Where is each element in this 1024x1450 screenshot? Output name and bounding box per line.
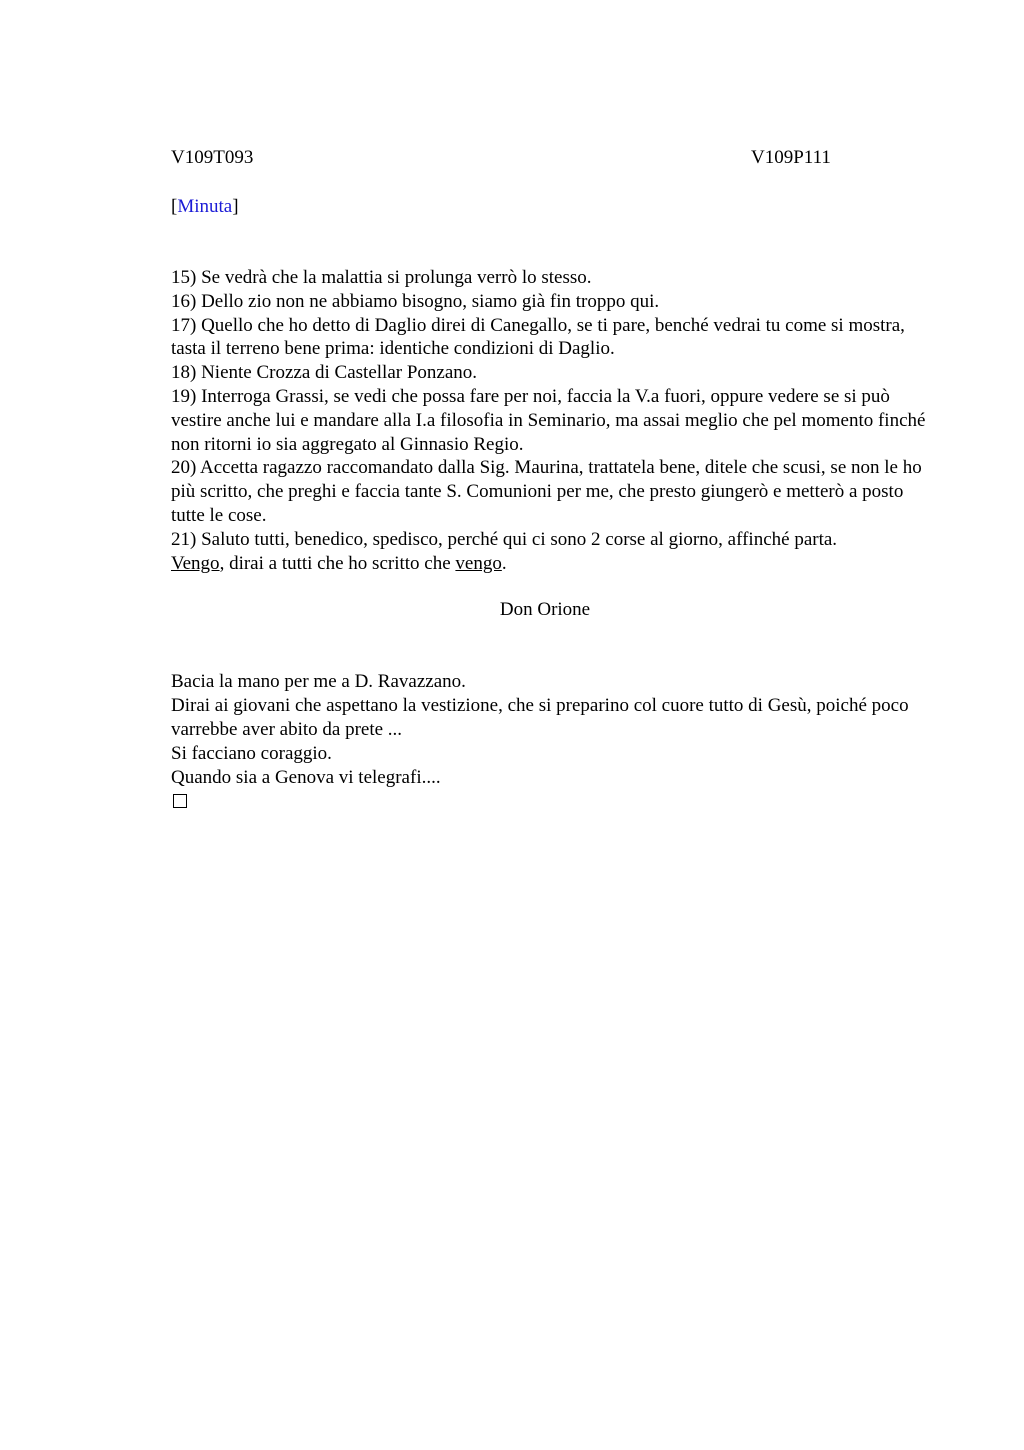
item-18: 18) Niente Crozza di Castellar Ponzano. bbox=[171, 362, 478, 384]
empty-square-icon bbox=[173, 794, 187, 808]
postscript-line-4: Quando sia a Genova vi telegrafi.... bbox=[171, 766, 441, 788]
minuta-bracket-open: [ bbox=[171, 196, 178, 217]
postscript bbox=[171, 670, 931, 808]
minuta-line bbox=[171, 195, 931, 219]
document-code-left: V109T093 bbox=[171, 147, 254, 168]
page-code-right: V109P111 bbox=[751, 147, 831, 168]
item-21: 21) Saluto tutti, benedico, spedisco, perché qui ci sono 2 corse al giorno, affinché parta. bbox=[171, 528, 838, 550]
postscript-line-3: Si facciano coraggio. bbox=[171, 742, 332, 764]
item-19: 19) Interroga Grassi, se vedi che possa fare per noi, faccia la V.a fuori, oppure vedere se si può vestire anche lui e mandare alla I.a filosofia in Seminario, ma assai meglio che pel momento finché non ritorni io sia aggregato al Ginnasio Regio. bbox=[171, 385, 926, 455]
postscript-line-1: Bacia la mano per me a D. Ravazzano. bbox=[171, 671, 466, 693]
postscript-line-2: Dirai ai giovani che aspettano la vestizione, che si preparino col cuore tutto di Gesù, poiché poco varrebbe aver abito da prete ... bbox=[171, 695, 909, 740]
item-17: 17) Quello che ho detto di Daglio direi di Canegallo, se ti pare, benché vedrai tu come si mostra, tasta il terreno bene prima: identiche condizioni di Daglio. bbox=[171, 314, 905, 360]
underlined-vengo-first: Vengo bbox=[171, 552, 220, 574]
item-15: 15) Se vedrà che la malattia si prolunga verrò lo stesso. bbox=[171, 267, 592, 288]
closing-line-end: . bbox=[501, 552, 507, 574]
signature-line bbox=[171, 598, 931, 622]
minuta-link[interactable]: Minuta bbox=[177, 196, 233, 217]
item-16: 16) Dello zio non ne abbiamo bisogno, siamo già fin troppo qui. bbox=[171, 290, 660, 312]
document-header bbox=[171, 146, 931, 170]
underlined-vengo-second: vengo bbox=[455, 552, 502, 574]
document-page bbox=[171, 146, 931, 808]
item-20: 20) Accetta ragazzo raccomandato dalla Sig. Maurina, trattatela bene, ditele che scusi, se non le ho più scritto, che preghi e faccia tante S. Comunioni per me, che presto giungerò e metterò a posto tutte le cose. bbox=[171, 457, 922, 526]
minuta-bracket-close: ] bbox=[232, 196, 239, 217]
closing-line bbox=[171, 552, 931, 576]
closing-line-middle: , dirai a tutti che ho scritto che bbox=[219, 552, 456, 574]
signature: Don Orione bbox=[499, 599, 591, 621]
numbered-items bbox=[171, 266, 931, 575]
